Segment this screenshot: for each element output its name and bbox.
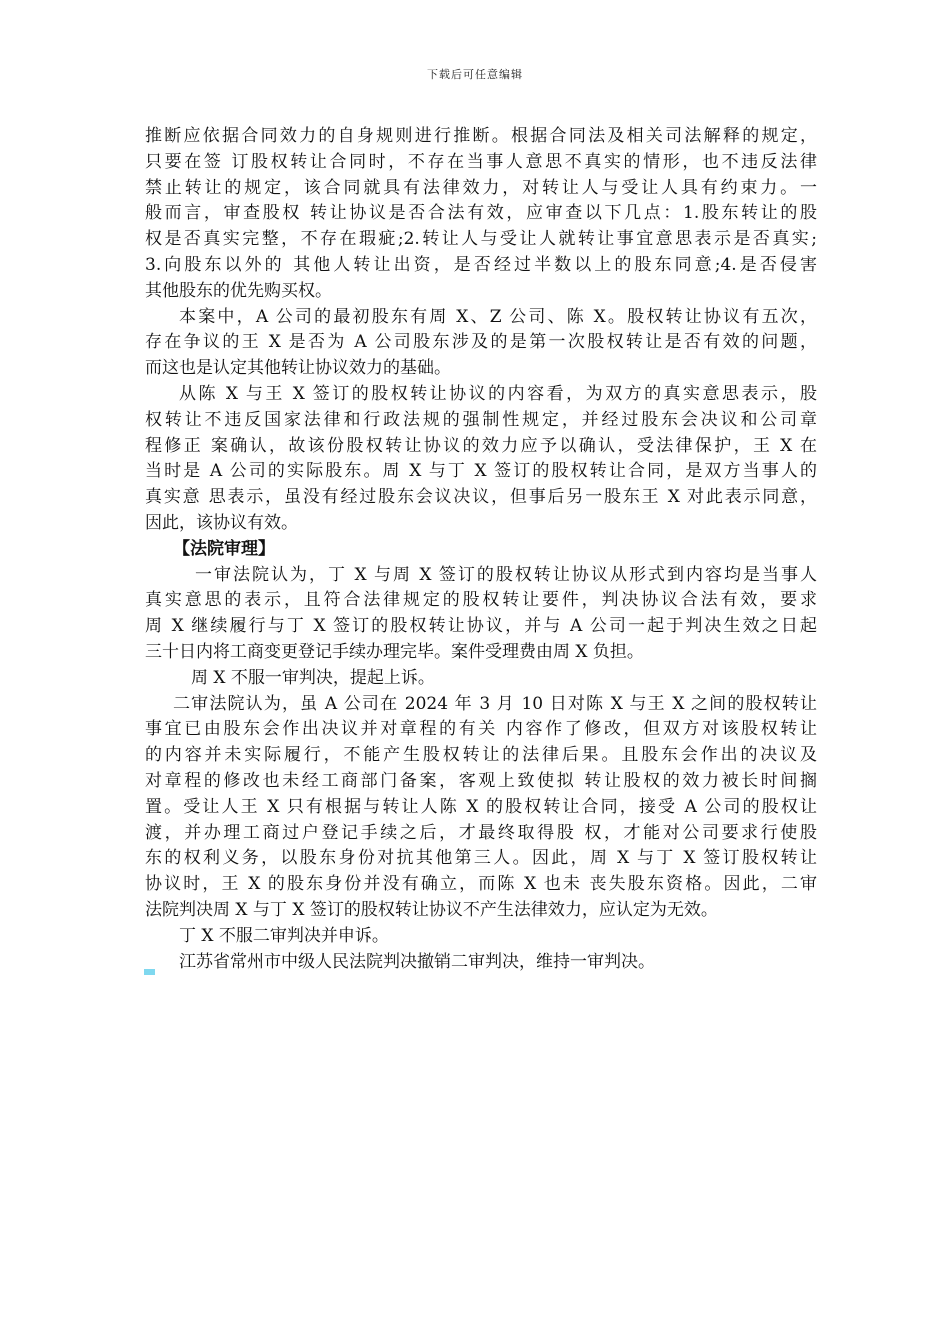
text-line: 渡，并办理工商过户登记手续之后，才最终取得股 权，才能对公司要求行使股: [145, 822, 817, 843]
text-line: 东的权利义务，以股东身份对抗其他第三人。因此，周 X 与丁 X 签订股权转让: [145, 848, 817, 869]
paragraph: [145, 924, 817, 950]
text-line: 只要在签 订股权转让合同时，不存在当事人意思不真实的情形，也不违反法律: [145, 151, 817, 172]
text-line: 程修正 案确认，故该份股权转让协议的效力应予以确认，受法律保护，王 X 在: [145, 435, 817, 456]
text-line: 真实意 思表示，虽没有经过股东会议决议，但事后另一股东王 X 对此表示同意，: [145, 487, 817, 508]
text-line: 置。受让人王 X 只有根据与转让人陈 X 的股权转让合同，接受 A 公司的股权让: [145, 796, 817, 817]
text-line: 三十日内将工商变更登记手续办理完毕。案件受理费由周 X 负担。: [145, 641, 644, 662]
document-body: [145, 124, 817, 975]
paragraph: [145, 563, 817, 666]
text-line: 法院判决周 X 与丁 X 签订的股权转让协议不产生法律效力，应认定为无效。: [145, 899, 718, 920]
text-line: 周 X 继续履行与丁 X 签订的股权转让协议，并与 A 公司一起于判决生效之日起: [145, 616, 817, 637]
text-line: 本案中，A 公司的最初股东有周 X、Z 公司、陈 X。股权转让协议有五次，: [179, 306, 817, 327]
text-line: 真实意思的表示，且符合法律规定的股权转让要件，判决协议合法有效，要求: [145, 590, 817, 611]
text-line: 当时是 A 公司的实际股东。周 X 与丁 X 签订的股权转让合同，是双方当事人的: [145, 461, 817, 482]
text-line: 而这也是认定其他转让协议效力的基础。: [145, 358, 451, 379]
text-line: 事宜已由股东会作出决议并对章程的有关 内容作了修改，但双方对该股权转让: [145, 719, 817, 740]
text-line: 权转让不违反国家法律和行政法规的强制性规定，并经过股东会决议和公司章: [145, 409, 817, 430]
text-line: 因此，该协议有效。: [145, 512, 298, 533]
text-cursor-marker: [144, 969, 155, 975]
text-line: 的内容并未实际履行，不能产生股权转让的法律后果。且股东会作出的决议及: [145, 745, 817, 766]
paragraph: [145, 692, 817, 924]
paragraph: [145, 305, 817, 382]
text-line: 丁 X 不服二审判决并申诉。: [179, 925, 389, 946]
paragraph: [145, 666, 817, 692]
text-line: 一审法院认为，丁 X 与周 X 签订的股权转让协议从形式到内容均是当事人: [195, 564, 817, 585]
section-heading: [145, 537, 817, 563]
text-line: 推断应依据合同效力的自身规则进行推断。根据合同法及相关司法解释的规定，: [145, 126, 817, 146]
text-line: 周 X 不服一审判决，提起上诉。: [191, 667, 435, 688]
paragraph: [145, 950, 817, 976]
page-header-note: 下载后可任意编辑: [427, 68, 523, 81]
text-line: 协议时，王 X 的股东身份并没有确立，而陈 X 也未 丧失股东资格。因此，二审: [145, 874, 817, 895]
text-line: 二审法院认为，虽 A 公司在 2024 年 3 月 10 日对陈 X 与王 X 之间的股权转让: [173, 693, 817, 714]
text-line: 权是否真实完整，不存在瑕疵;2.转让人与受让人就转让事宜意思表示是否真实;: [145, 229, 817, 250]
text-line: 存在争议的王 X 是否为 A 公司股东涉及的是第一次股权转让是否有效的问题，: [145, 332, 817, 353]
text-line: 江苏省常州市中级人民法院判决撤销二审判决，维持一审判决。: [179, 951, 655, 972]
text-line: 从陈 X 与王 X 签订的股权转让协议的内容看，为双方的真实意思表示，股: [179, 383, 817, 404]
text-line: 3.向股东以外的 其他人转让出资，是否经过半数以上的股东同意;4.是否侵害: [145, 254, 817, 275]
text-line: 其他股东的优先购买权。: [145, 280, 332, 301]
paragraph: [145, 124, 817, 305]
heading-text: 【法院审理】: [173, 538, 275, 559]
text-line: 般而言，审查股权 转让协议是否合法有效，应审查以下几点：1.股东转让的股: [145, 203, 817, 224]
paragraph: [145, 382, 817, 537]
text-line: 禁止转让的规定，该合同就具有法律效力，对转让人与受让人具有约束力。一: [145, 177, 817, 198]
text-line: 对章程的修改也未经工商部门备案，客观上致使拟 转让股权的效力被长时间搁: [145, 770, 817, 791]
